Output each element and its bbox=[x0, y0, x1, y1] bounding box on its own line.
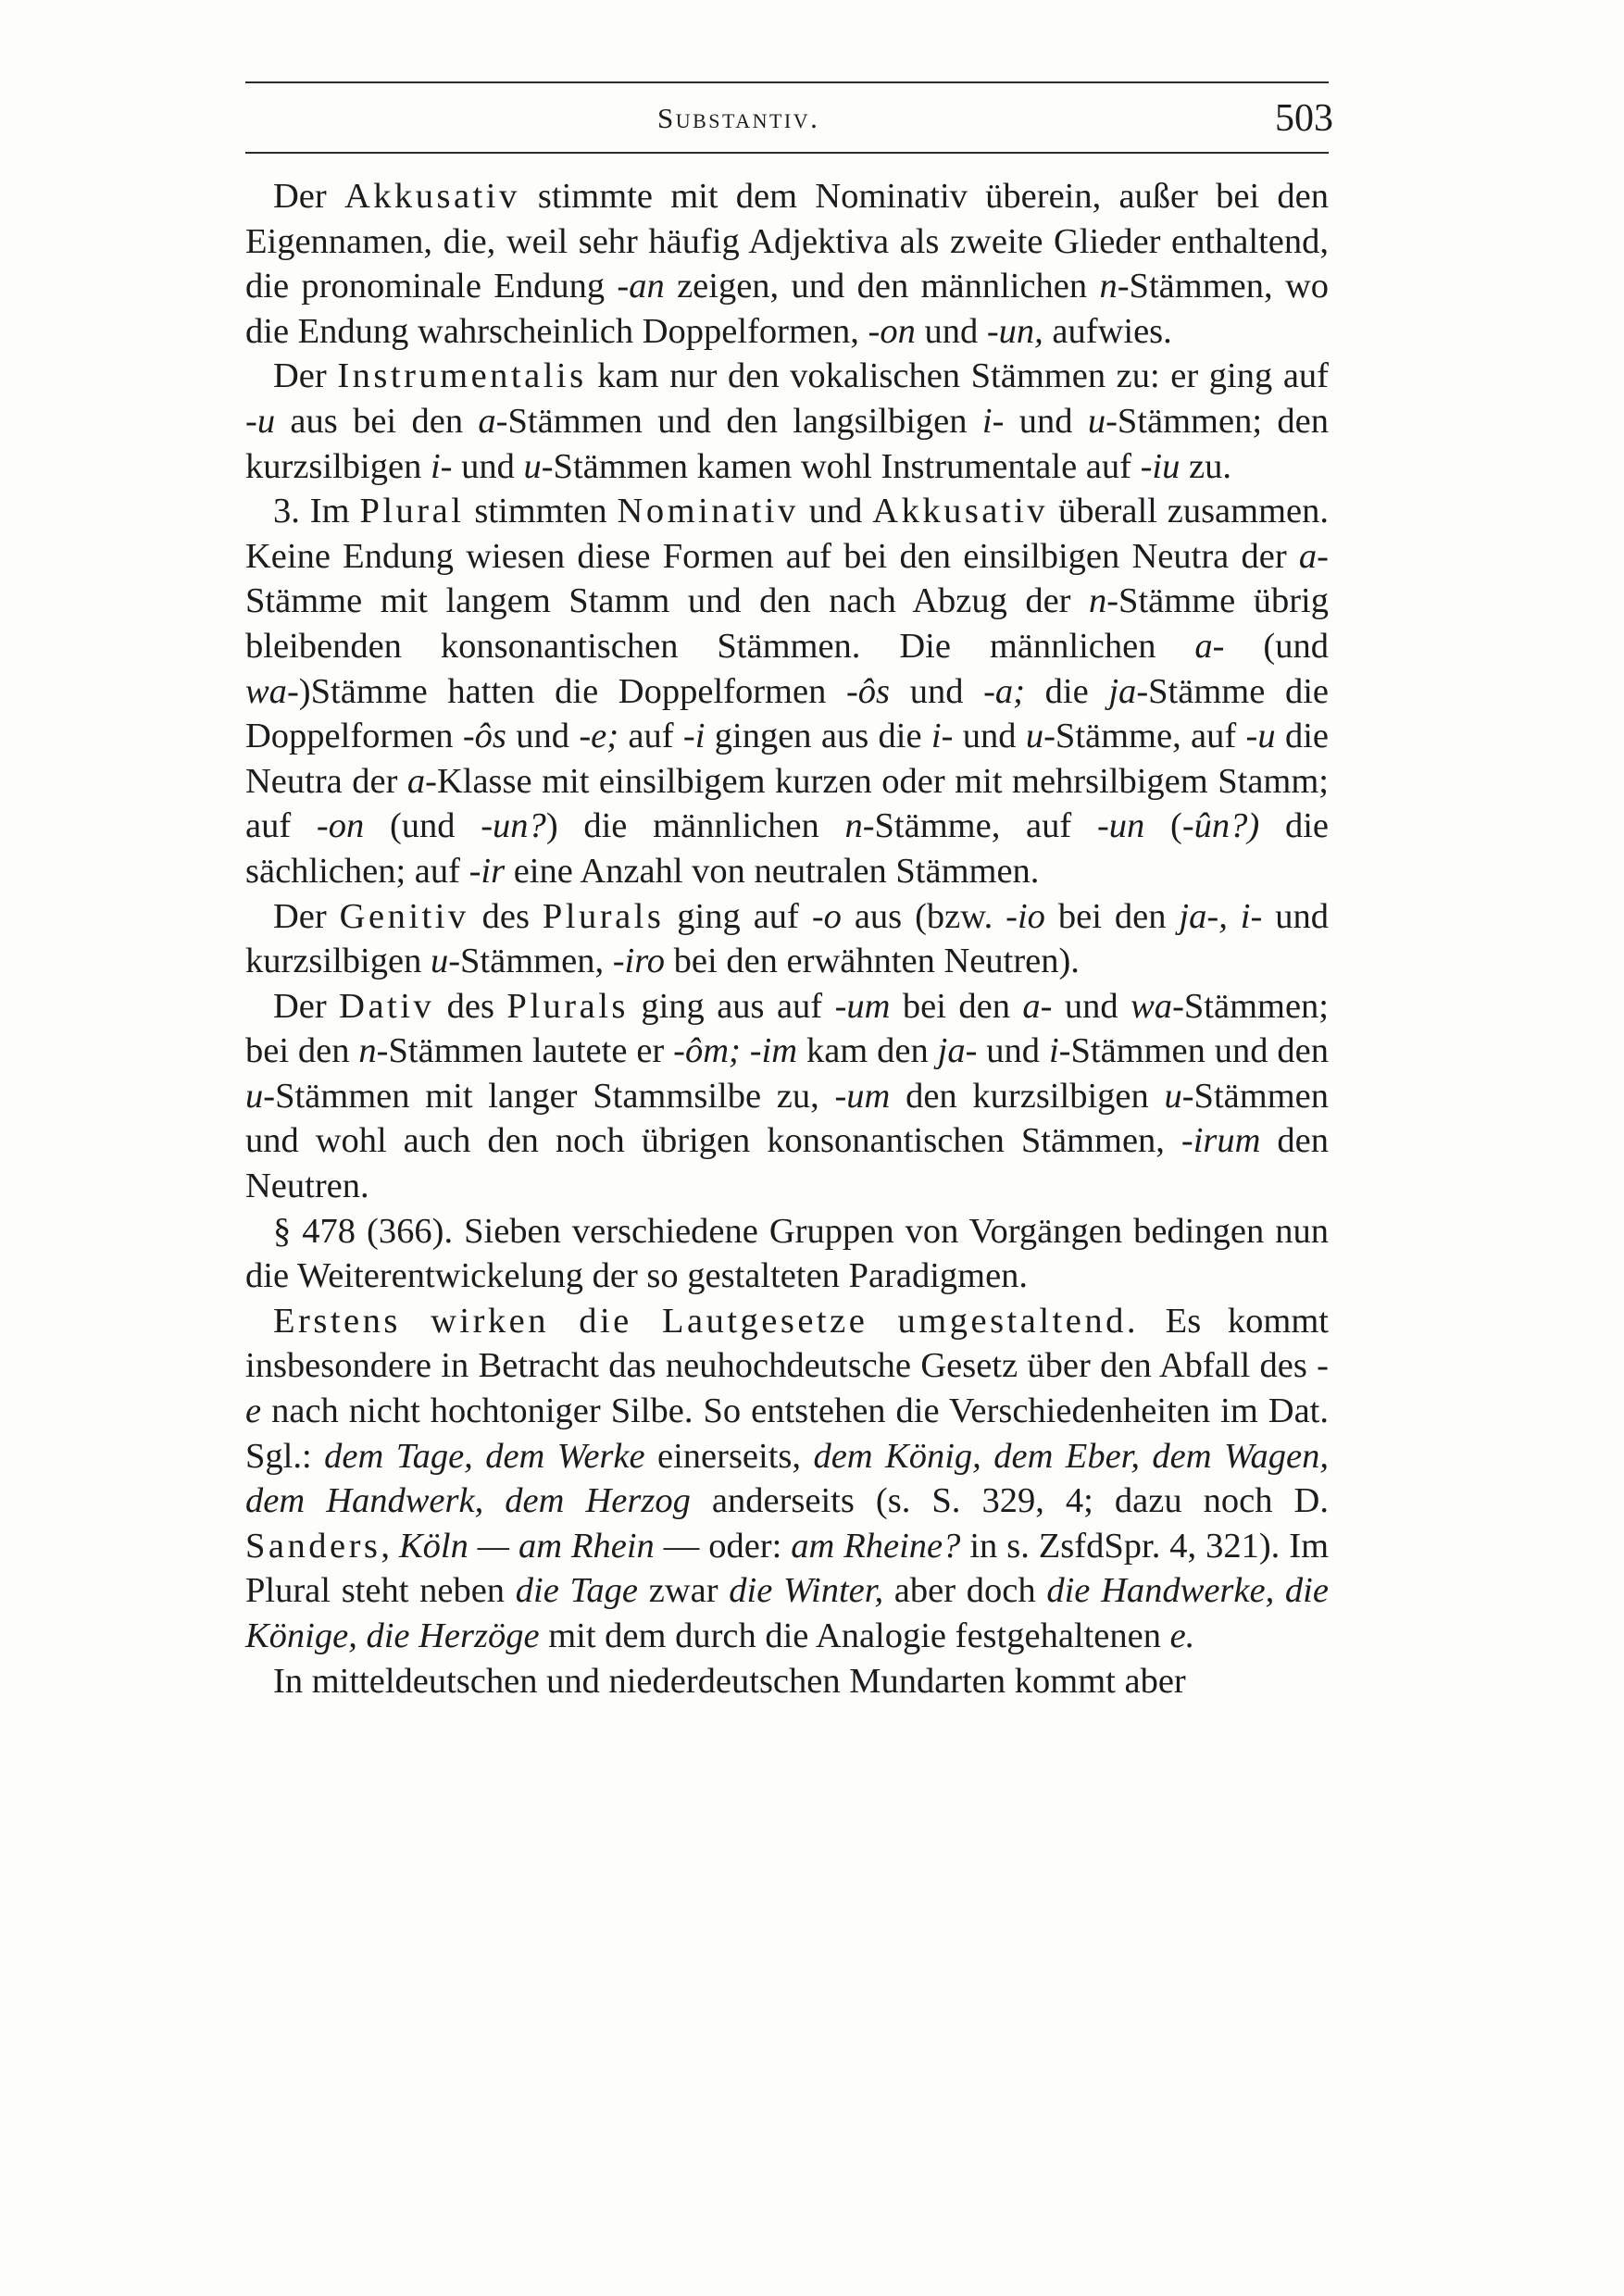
text-run: — oder: bbox=[654, 1526, 792, 1566]
text-run: - und bbox=[992, 401, 1088, 441]
paragraph bbox=[245, 489, 1329, 893]
text-run: -Stämmen und wohl auch den noch übrigen konsonantischen Stämmen, bbox=[245, 1076, 1329, 1161]
text-run: die sächlichen; auf bbox=[245, 806, 1329, 891]
italic-form: u bbox=[430, 942, 449, 981]
text-run: -Stämme mit langem Stamm und den nach Abzug der bbox=[245, 536, 1329, 621]
text-run: und bbox=[915, 311, 987, 351]
italic-form: -ôs bbox=[845, 671, 891, 711]
italic-form: -an bbox=[617, 267, 665, 306]
text-run: -Stämme, auf bbox=[862, 806, 1097, 846]
text-run: Der bbox=[273, 356, 338, 396]
paragraph bbox=[245, 984, 1329, 1209]
italic-form: n bbox=[1088, 581, 1107, 621]
italic-form: -i bbox=[682, 717, 706, 756]
text-run: zeigen, und den männlichen bbox=[664, 267, 1100, 306]
italic-form: -un bbox=[1096, 806, 1145, 846]
paragraph bbox=[245, 354, 1329, 489]
italic-form: -u bbox=[1245, 717, 1276, 756]
italic-form: i bbox=[981, 401, 993, 441]
text-run: bei den erwähnten Neutren). bbox=[665, 942, 1080, 981]
text-run: ) die männlichen bbox=[545, 806, 845, 846]
text-run: eine Anzahl von neutralen Stämmen. bbox=[505, 851, 1040, 891]
text-run: bei den bbox=[890, 986, 1023, 1026]
text-run: überall zusammen. Keine Endung wiesen diese Formen auf bei den einsilbigen Neutra der bbox=[245, 492, 1329, 576]
italic-form: -im bbox=[749, 1031, 798, 1071]
text-run: bei den bbox=[1044, 896, 1180, 936]
text-run: des bbox=[468, 896, 543, 936]
italic-form: i bbox=[430, 446, 441, 486]
text-run: anderseits (s. S. 329, 4; dazu noch D. bbox=[690, 1481, 1329, 1521]
italic-form: am Rheine? bbox=[791, 1526, 961, 1566]
italic-form: ja-, i- bbox=[1179, 896, 1263, 936]
text-run: -Stämmen kamen wohl Instrumentale auf bbox=[541, 446, 1141, 486]
text-run: -)Stämme hatten die Doppelformen bbox=[286, 671, 846, 711]
text-run: aus (bzw. bbox=[841, 896, 1006, 936]
text-run: des bbox=[434, 986, 507, 1026]
paragraph bbox=[245, 1209, 1329, 1299]
italic-form: -o bbox=[811, 896, 842, 936]
italic-form: die Winter, bbox=[729, 1571, 884, 1611]
text-run: -Stämmen und den bbox=[1058, 1031, 1330, 1071]
italic-form: dem König, dem Eber, dem Wagen, dem Handwerk, dem Herzog bbox=[245, 1436, 1329, 1521]
italic-form: -um bbox=[834, 986, 891, 1026]
text-run: - (und bbox=[1212, 626, 1329, 666]
italic-form: i bbox=[931, 717, 942, 756]
text-run: aus bei den bbox=[275, 401, 479, 441]
text-run: -Stämmen mit langer Stammsilbe zu, bbox=[263, 1076, 835, 1116]
spaced-emphasis: Genitiv bbox=[339, 896, 469, 936]
italic-form: die Handwerke, die Könige, die Herzöge bbox=[245, 1571, 1329, 1655]
text-run: gingen aus die bbox=[705, 717, 931, 756]
header-rule-bottom bbox=[245, 152, 1329, 154]
italic-form: die Tage bbox=[515, 1571, 639, 1611]
paragraph bbox=[245, 1299, 1329, 1659]
paragraph bbox=[245, 894, 1329, 984]
italic-form: u bbox=[245, 1076, 264, 1116]
italic-form: i bbox=[1048, 1031, 1059, 1071]
text-run: und bbox=[890, 671, 984, 711]
spaced-emphasis: Akkusativ bbox=[872, 492, 1049, 531]
running-title: Substantiv. bbox=[657, 102, 820, 134]
spaced-emphasis: Erstens wirken die Lautgesetze umgestaltend. bbox=[273, 1301, 1139, 1341]
italic-form: n bbox=[358, 1031, 377, 1071]
italic-form: u bbox=[1087, 401, 1106, 441]
text-run: kam den bbox=[797, 1031, 938, 1071]
italic-form: u bbox=[1164, 1076, 1182, 1116]
italic-form: -e; bbox=[579, 717, 619, 756]
italic-form: a bbox=[1298, 536, 1318, 576]
italic-form: -ûn?) bbox=[1181, 806, 1260, 846]
text-run: -Klasse mit einsilbigem kurzen oder mit mehrsilbigem Stamm; auf bbox=[245, 761, 1329, 846]
italic-form: a bbox=[406, 761, 426, 801]
text-run: Der bbox=[273, 177, 344, 216]
text-run: und bbox=[798, 492, 873, 531]
italic-form: dem Tage, dem Werke bbox=[324, 1436, 645, 1476]
italic-form: -on bbox=[316, 806, 365, 846]
text-run: aber doch bbox=[883, 1571, 1047, 1611]
spaced-emphasis: Akkusativ bbox=[344, 177, 520, 216]
italic-form: -ôm; bbox=[673, 1031, 741, 1071]
text-run: ging aus auf bbox=[628, 986, 835, 1026]
text-run: -Stämmen und den langsilbigen bbox=[495, 401, 982, 441]
body-text bbox=[245, 174, 1329, 1703]
text-run: stimmte mit dem Nominativ überein, außer bei den Eigennamen, die, weil sehr häufig Adjektiva als zweite Glieder enthaltend, die pronominale Endung bbox=[245, 177, 1329, 306]
text-run: zwar bbox=[638, 1571, 730, 1611]
text-run: aufwies. bbox=[1043, 311, 1172, 351]
text-run: und kurzsilbigen bbox=[245, 896, 1329, 981]
text-run: stimmten bbox=[464, 492, 618, 531]
italic-form: n bbox=[844, 806, 863, 846]
italic-form: wa bbox=[245, 671, 287, 711]
text-run: mit dem durch die Analogie festgehaltenen bbox=[539, 1616, 1170, 1655]
text-run: -Stämme, auf bbox=[1043, 717, 1246, 756]
text-run: -Stämmen, wo die Endung wahrscheinlich Doppelformen, bbox=[245, 267, 1330, 351]
text-run: und bbox=[506, 717, 580, 756]
italic-form: n bbox=[1099, 267, 1118, 306]
italic-form: wa bbox=[1131, 986, 1173, 1026]
text-run: in s. ZsfdSpr. 4, 321). Im Plural steht neben bbox=[245, 1526, 1330, 1611]
text-run: - und bbox=[1040, 986, 1131, 1026]
spaced-emphasis: Plurals bbox=[506, 986, 629, 1026]
italic-form: -un, bbox=[986, 311, 1043, 351]
italic-form: -iro bbox=[612, 942, 666, 981]
text-run bbox=[741, 1031, 750, 1070]
text-run: -Stämmen lautete er bbox=[376, 1031, 674, 1071]
text-run: kam nur den vokalischen Stämmen zu: er ging auf bbox=[586, 356, 1329, 396]
spaced-emphasis: Instrumentalis bbox=[337, 356, 587, 396]
spaced-emphasis: Dativ bbox=[339, 986, 435, 1026]
text-run: - und bbox=[941, 717, 1026, 756]
text-run: -Stämme übrig bleibenden konsonantischen Stämmen. Die männlichen bbox=[245, 581, 1329, 666]
text-run: (und bbox=[364, 806, 481, 846]
text-run: In mitteldeutschen und niederdeutschen Mundarten kommt aber bbox=[273, 1661, 1186, 1701]
text-run: 3. Im bbox=[273, 492, 360, 531]
paragraph bbox=[245, 174, 1329, 354]
text-run: - und bbox=[440, 446, 524, 486]
text-run: den Neutren. bbox=[245, 1121, 1329, 1206]
text-run: nach nicht hochtoniger Silbe. So entstehen die Verschiedenheiten im Dat. Sgl.: bbox=[245, 1391, 1329, 1476]
italic-form: -iu bbox=[1140, 446, 1181, 486]
text-run: den kurzsilbigen bbox=[890, 1076, 1165, 1116]
spaced-emphasis: Plurals bbox=[542, 896, 665, 936]
text-run: , bbox=[381, 1526, 399, 1566]
text-run: ging auf bbox=[664, 896, 812, 936]
italic-form: -a; bbox=[983, 671, 1026, 711]
italic-form: u bbox=[523, 446, 542, 486]
running-head bbox=[0, 96, 1624, 143]
spaced-emphasis: Sanders bbox=[245, 1526, 381, 1566]
italic-form: -u bbox=[245, 401, 276, 441]
italic-form: -irum bbox=[1181, 1121, 1261, 1161]
page-number: 503 bbox=[1275, 97, 1333, 140]
text-run: -Stämme die Doppelformen bbox=[245, 671, 1329, 756]
text-run: Es kommt insbesondere in Betracht das neuhochdeutsche Gesetz über den Abfall des bbox=[245, 1301, 1330, 1386]
text-run: -Stämmen; den kurzsilbigen bbox=[245, 401, 1329, 486]
text-run: auf bbox=[618, 717, 683, 756]
italic-form: ja bbox=[1108, 671, 1137, 711]
paragraph bbox=[245, 1659, 1329, 1704]
italic-form: -e bbox=[245, 1346, 1329, 1431]
italic-form: Köln — am Rhein bbox=[398, 1526, 655, 1566]
text-run: Der bbox=[273, 896, 340, 936]
italic-form: -io bbox=[1006, 896, 1045, 936]
text-run: ( bbox=[1144, 806, 1182, 846]
text-run: -Stämmen, bbox=[448, 942, 613, 981]
italic-form: -um bbox=[834, 1076, 891, 1116]
italic-form: u bbox=[1025, 717, 1044, 756]
italic-form: a bbox=[478, 401, 496, 441]
italic-form: a bbox=[1022, 986, 1041, 1026]
text-run: - und bbox=[965, 1031, 1049, 1071]
italic-form: a bbox=[1194, 626, 1213, 666]
spaced-emphasis: Plural bbox=[359, 492, 465, 531]
text-run: die bbox=[1025, 671, 1109, 711]
text-run: die Neutra der bbox=[245, 717, 1329, 801]
italic-form: -un? bbox=[481, 806, 546, 846]
text-run: -Stämmen; bei den bbox=[245, 986, 1330, 1071]
spaced-emphasis: Nominativ bbox=[617, 492, 799, 531]
italic-form: -ir bbox=[468, 851, 506, 891]
italic-form: -on bbox=[868, 311, 916, 351]
italic-form: ja bbox=[937, 1031, 966, 1071]
text-run: Der bbox=[273, 986, 340, 1026]
italic-form: e. bbox=[1169, 1616, 1195, 1655]
header-rule-top bbox=[245, 81, 1329, 83]
italic-form: -ôs bbox=[462, 717, 506, 756]
text-run: einerseits, bbox=[644, 1436, 814, 1476]
text-run: § 478 (366). Sieben verschiedene Gruppen von Vorgängen bedingen nun die Weiterentwickelung der so gestalteten Paradigmen. bbox=[245, 1211, 1329, 1296]
text-run: zu. bbox=[1180, 446, 1231, 486]
